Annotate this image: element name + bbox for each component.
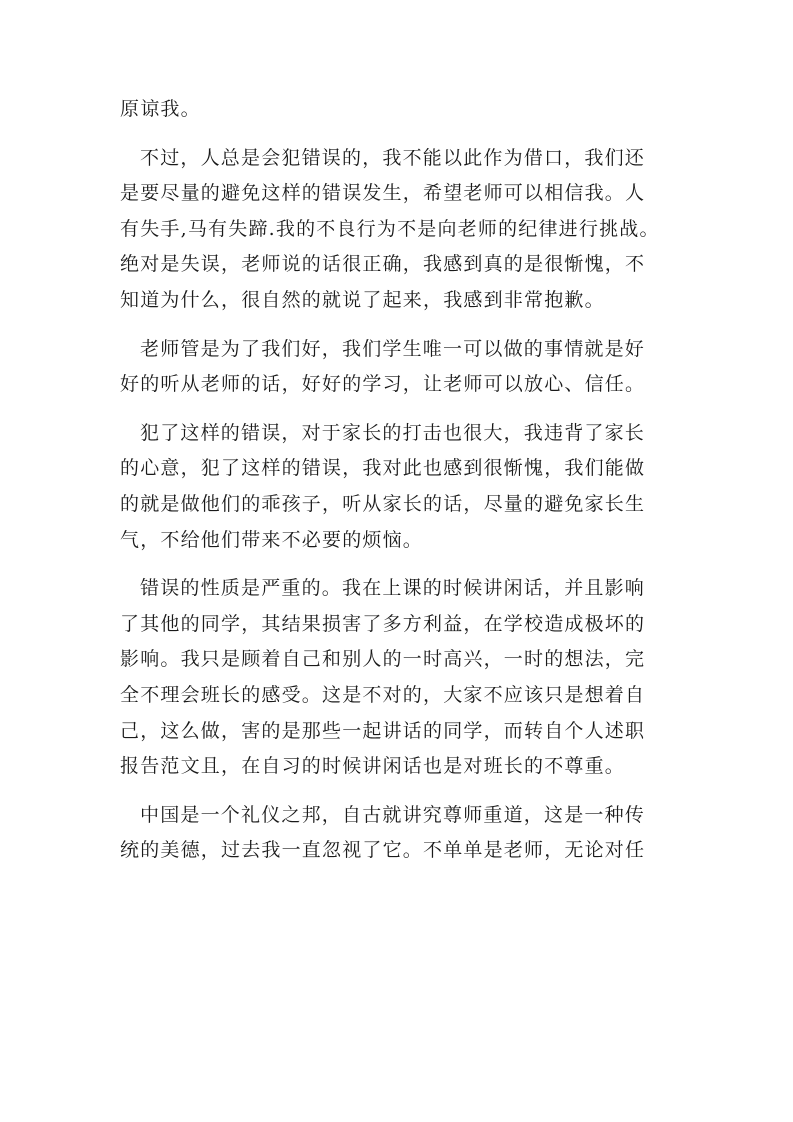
body-text [120, 92, 686, 869]
text-line: 己，这么做，害的是那些一起讲话的同学，而转自个人述职 [120, 719, 646, 742]
text-line: 原谅我。 [120, 98, 201, 120]
text-line: 统的美德，过去我一直忽视了它。不单单是老师，无论对任 [120, 839, 646, 862]
text-line: 不过，人总是会犯错误的，我不能以此作为借口，我们还 [140, 146, 646, 169]
text-line: 有失手,马有失蹄.我的不良行为不是向老师的纪律进行挑战。 [120, 217, 660, 240]
paragraph [120, 92, 686, 128]
text-line: 报告范文且，在自习的时候讲闲话也是对班长的不尊重。 [120, 755, 626, 778]
text-line: 的心意，犯了这样的错误，我对此也感到很惭愧，我们能做 [120, 457, 646, 480]
paragraph [120, 141, 686, 319]
text-line: 犯了这样的错误，对于家长的打击也很大，我违背了家长 [140, 421, 646, 444]
text-line: 影响。我只是顾着自己和别人的一时高兴，一时的想法，完 [120, 648, 646, 671]
text-line: 了其他的同学，其结果损害了多方利益，在学校造成极坏的 [120, 612, 646, 635]
text-line: 绝对是失误，老师说的话很正确，我感到真的是很惭愧，不 [120, 253, 646, 276]
text-line: 的就是做他们的乖孩子，听从家长的话，尽量的避免家长生 [120, 492, 646, 515]
text-line: 气，不给他们带来不必要的烦恼。 [120, 528, 424, 551]
paragraph [120, 416, 686, 558]
text-line: 错误的性质是严重的。我在上课的时候讲闲话，并且影响 [140, 577, 646, 600]
text-line: 中国是一个礼仪之邦，自古就讲究尊师重道，这是一种传 [140, 803, 646, 826]
text-line: 全不理会班长的感受。这是不对的，大家不应该只是想着自 [120, 683, 646, 706]
text-line: 是要尽量的避免这样的错误发生，希望老师可以相信我。人 [120, 182, 646, 205]
paragraph [120, 571, 686, 785]
paragraph [120, 798, 686, 869]
text-line: 老师管是为了我们好，我们学生唯一可以做的事情就是好 [140, 337, 646, 360]
paragraph [120, 332, 686, 403]
text-line: 好的听从老师的话，好好的学习，让老师可以放心、信任。 [120, 373, 646, 396]
text-line: 知道为什么，很自然的就说了起来，我感到非常抱歉。 [120, 288, 605, 311]
